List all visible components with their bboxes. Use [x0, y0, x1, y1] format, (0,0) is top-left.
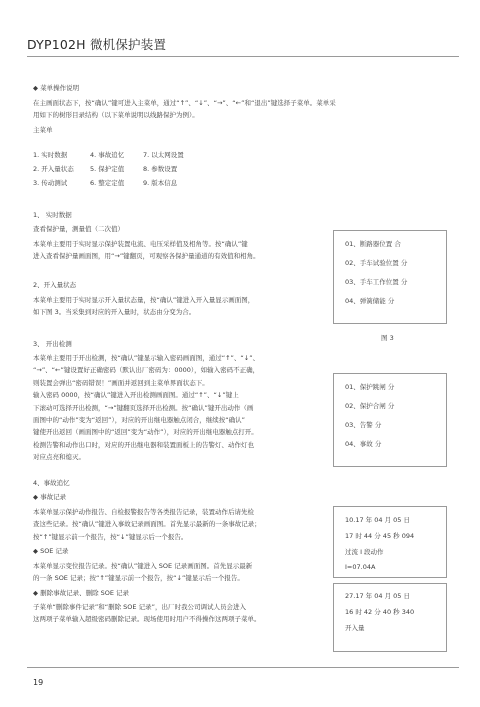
- menu-column-3: [143, 148, 184, 190]
- paragraph-line: 键使开出返回（画面图中的“返回”变为“动作”），对应的开出继电器触点打开。: [33, 428, 258, 437]
- input-status-row: 01、断路器位置 合: [345, 240, 401, 248]
- paragraph-line: 这两项子菜单输入超级密码删除记录。现场使用时用户不得操作这两项子菜单。: [33, 615, 261, 624]
- menu-item: 1. 实时数据: [33, 151, 68, 159]
- soe-record-row: 开入量: [345, 624, 365, 632]
- input-status-row: 03、手车工作位置 分: [345, 278, 408, 286]
- output-test-row: 03、告警 分: [345, 421, 382, 429]
- output-test-row: 04、事故 分: [345, 440, 382, 448]
- header-divider: [27, 56, 459, 57]
- paragraph-line: 本菜单主要用于实时显示保护装置电流、电压采样值及相角等。按“确认”键: [33, 240, 248, 248]
- paragraph-line: 本菜单显示变位报告记录。按“确认”键进入 SOE 记录画面图。首先显示最新: [33, 562, 253, 570]
- paragraph-line: 用如下的树形目录结构（以下菜单说明以线路保护为例）。: [33, 111, 199, 120]
- paragraph-line: 子菜单“删除事件记录”和“删除 SOE 记录”，出厂时我公司调试人员会进入: [33, 603, 246, 611]
- paragraph-line: 检测告警和动作出口时，对应的开出继电器和装置面板上的告警灯、动作灯也: [33, 440, 254, 449]
- paragraph-line: 输入密码 0000，按“确认”键进入开出检测画面图。通过“↑”、“↓”键上: [33, 391, 239, 400]
- section-4-title: 4、事故追忆: [33, 479, 70, 487]
- main-menu-label: 主菜单: [33, 126, 53, 134]
- paragraph-line: 本菜单主要用于开出检测，按“确认”键显示输入密码画面图，通过“↑”、“↓”、: [33, 354, 260, 362]
- menu-section-heading: ◆ 菜单操作说明: [33, 84, 80, 92]
- soe-record-paragraph: [33, 560, 252, 585]
- soe-record-row: 27.17 年 04 月 05 日: [345, 592, 410, 600]
- paragraph-line: 对应点亮和熄灭。: [33, 453, 85, 462]
- section-3-paragraph: [33, 352, 259, 464]
- paragraph-line: 查这些记录。按“确认”键进入事故记录画面图。首先显示最新的一条事故记录；: [33, 520, 261, 529]
- delete-record-paragraph: [33, 601, 261, 626]
- soe-record-screen: [333, 583, 447, 652]
- menu-item: 6. 整定定值: [90, 179, 125, 187]
- paragraph-line: “→”、“←”键设置好正确密码（默认出厂密码为：0000），如输入密码不正确，: [33, 366, 260, 375]
- menu-column-1: [33, 148, 74, 190]
- input-status-screen: [333, 230, 447, 324]
- menu-item: 7. 以太网设置: [143, 151, 184, 159]
- output-test-row: 02、保护合闸 分: [345, 402, 395, 410]
- paragraph-line: 下滚动可选择开出检测，“→”键翻页选择开出检测。按“确认”键开出动作（画: [33, 403, 254, 412]
- menu-item: 9. 版本信息: [143, 179, 178, 187]
- figure-3-caption: 图 3: [381, 334, 394, 342]
- menu-item: 5. 保护定值: [90, 165, 125, 173]
- paragraph-line: 则装置会弹出“密码错误！”画面并返回到主菜单界面状态下。: [33, 378, 209, 387]
- paragraph-line: 如下图 3。当采集到对应的开入量时，状态由分变为合。: [33, 308, 196, 317]
- menu-item: 4. 事故追忆: [90, 151, 125, 159]
- event-record-heading: ◆ 事故记录: [33, 493, 67, 501]
- page-number: 19: [33, 678, 44, 687]
- event-record-paragraph: [33, 506, 261, 543]
- event-record-row: 10.17 年 04 月 05 日: [345, 516, 410, 524]
- menu-column-2: [90, 148, 124, 190]
- input-status-row: 02、手车试验位置 分: [345, 259, 408, 267]
- paragraph-line: 按“↑”键显示前一个报告，按“↓”键显示后一个报告。: [33, 532, 188, 541]
- section-1-title: 1、 实时数据: [33, 211, 72, 219]
- section-1-paragraph: [33, 238, 260, 263]
- paragraph-line: 本菜单主要用于实时显示开入量状态量，按“确认”键进入开入量显示画面图，: [33, 296, 255, 304]
- document-title: DYP102H 微机保护装置: [27, 37, 167, 52]
- footer-divider: [27, 667, 459, 668]
- input-status-row: 04、弹簧储能 分: [345, 297, 395, 305]
- section-2-title: 2、开入量状态: [33, 281, 77, 289]
- menu-section-paragraph: [33, 97, 336, 122]
- paragraph-line: 的一条 SOE 记录；按“↑”键显示前一个报告，按“↓”键显示后一个报告。: [33, 574, 244, 583]
- paragraph-line: 进入查看保护量画面图，用“→”键翻页，可观察各保护量通道的有效值和相角。: [33, 252, 260, 261]
- event-record-row: 过流 I 段动作: [345, 548, 384, 556]
- output-test-screen: [333, 373, 447, 467]
- paragraph-line: 在主画面状态下，按“确认”键可进入主菜单，通过“↑”、“↓”、“→”、“←”和“退出”键选择子菜单。菜单采: [33, 99, 336, 107]
- soe-record-row: 16 时 42 分 40 秒 340: [345, 608, 415, 616]
- event-record-screen: [333, 506, 447, 578]
- paragraph-line: 面图中的“动作”变为“返回”），对应的开出继电器触点闭合，继续按“确认”: [33, 416, 245, 425]
- event-record-row: 17 时 44 分 45 秒 094: [345, 532, 415, 540]
- output-test-row: 01、保护跳闸 分: [345, 383, 395, 391]
- event-record-row: I=07.04A: [345, 563, 376, 571]
- section-1-subtitle: 查看保护量，测量值（二次值）: [33, 225, 124, 233]
- paragraph-line: 本菜单显示保护动作报告、自检报警报告等各类报告记录，装置动作后请先检: [33, 508, 254, 516]
- menu-item: 8. 参数设置: [143, 165, 178, 173]
- delete-record-heading: ◆ 删除事故记录、删除 SOE 记录: [33, 589, 130, 597]
- section-3-title: 3、 开出检测: [33, 340, 72, 348]
- menu-item: 2. 开入量状态: [33, 165, 74, 173]
- menu-item: 3. 传动测试: [33, 179, 68, 187]
- soe-record-heading: ◆ SOE 记录: [33, 547, 69, 555]
- section-2-paragraph: [33, 294, 254, 319]
